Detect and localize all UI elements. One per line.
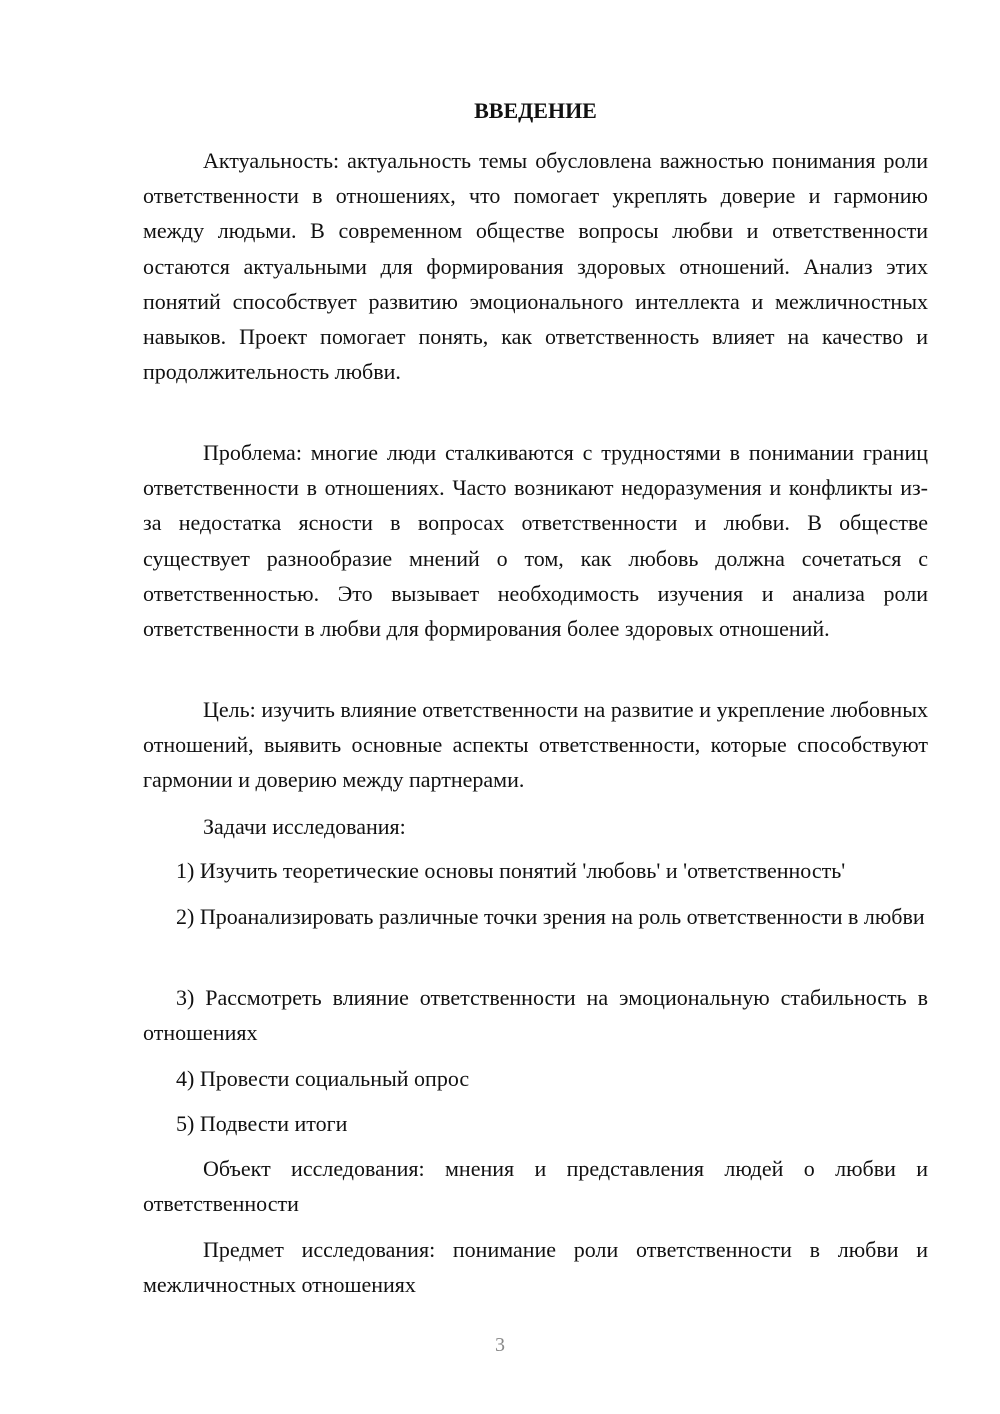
paragraph-goal: Цель: изучить влияние ответственности на развитие и укрепление любовных отношений, выявить основные аспекты ответственности, которые способствуют гармонии и доверию между партнерами.: [143, 697, 928, 793]
paragraph-relevance: Актуальность: актуальность темы обусловлена важностью понимания роли ответственности в отношениях, что помогает укреплять доверие и гармонию между людьми. В современном обществе вопросы любви и ответственности остаются актуальными для формирования здоровых отношений. Анализ этих понятий способствует развитию эмоционального интеллекта и межличностных навыков. Проект помогает понять, как ответственность влияет на качество и продолжительность любви.: [143, 148, 928, 385]
list-item-task-5: 5) Подвести итоги: [176, 1111, 348, 1136]
list-item-task-3: 3) Рассмотреть влияние ответственности на эмоциональную стабильность в отношениях: [143, 985, 928, 1046]
list-item-task-1: 1) Изучить теоретические основы понятий 'любовь' и 'ответственность': [176, 858, 846, 883]
list-item-task-4: 4) Провести социальный опрос: [176, 1066, 470, 1091]
page-title: ВВЕДЕНИЕ: [474, 98, 597, 123]
paragraph-problem: Проблема: многие люди сталкиваются с трудностями в понимании границ ответственности в отношениях. Часто возникают недоразумения и конфликты из-за недостатка ясности в вопросах ответственности и любви. В обществе существует разнообразие мнений о том, как любовь должна сочетаться с ответственностью. Это вызывает необходимость изучения и анализа роли ответственности в любви для формирования более здоровых отношений.: [143, 440, 928, 642]
paragraph-research-object: Объект исследования: мнения и представления людей о любви и ответственности: [143, 1156, 928, 1217]
page-number: 3: [495, 1334, 505, 1356]
paragraph-research-subject: Предмет исследования: понимание роли ответственности в любви и межличностных отношениях: [143, 1237, 928, 1298]
list-item-task-2: 2) Проанализировать различные точки зрения на роль ответственности в любви: [176, 904, 925, 929]
tasks-heading: Задачи исследования:: [203, 814, 406, 839]
